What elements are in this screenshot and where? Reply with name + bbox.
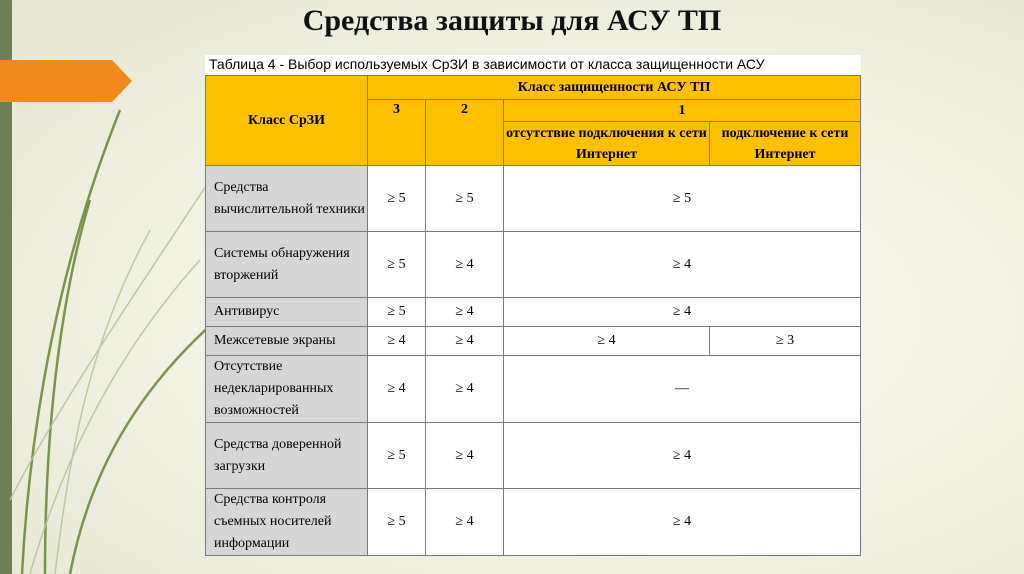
- cell-class-1-internet: ≥ 3: [710, 327, 861, 356]
- class-1-header: 1: [504, 100, 861, 122]
- cell-class-2: ≥ 4: [426, 489, 504, 556]
- cell-class-3: ≥ 5: [368, 232, 426, 298]
- row-name: Средства вычислительной техники: [206, 166, 368, 232]
- slide-title: Средства защиты для АСУ ТП: [302, 4, 722, 37]
- row-name: Средства доверенной загрузки: [206, 423, 368, 489]
- cell-class-3: ≥ 4: [368, 327, 426, 356]
- cell-class-2: ≥ 4: [426, 356, 504, 423]
- cell-class-3: ≥ 5: [368, 489, 426, 556]
- row-name: Средства контроля съемных носителей информации: [206, 489, 368, 556]
- cell-class-2: ≥ 4: [426, 327, 504, 356]
- cell-class-1: ≥ 4: [504, 489, 861, 556]
- row-name: Отсутствие недекларированных возможностей: [206, 356, 368, 423]
- table-row: [206, 298, 861, 327]
- cell-class-2: ≥ 5: [426, 166, 504, 232]
- no-internet-header: отсутствие подключения к сети Интернет: [504, 122, 710, 166]
- row-name: Межсетевые экраны: [206, 327, 368, 356]
- internet-header: подключение к сети Интернет: [710, 122, 861, 166]
- table-caption: Таблица 4 - Выбор используемых СрЗИ в зависимости от класса защищенности АСУ: [205, 55, 861, 75]
- column-group-header: Класс защищенности АСУ ТП: [368, 76, 861, 100]
- orange-arrow-shape: [0, 60, 132, 102]
- cell-class-1: ≥ 4: [504, 232, 861, 298]
- cell-class-1: —: [504, 356, 861, 423]
- cell-class-1-no-internet: ≥ 4: [504, 327, 710, 356]
- cell-class-2: ≥ 4: [426, 232, 504, 298]
- class-2-header: 2: [426, 100, 504, 166]
- table-row: [206, 232, 861, 298]
- table-row: [206, 166, 861, 232]
- row-header-cell: Класс СрЗИ: [206, 76, 368, 166]
- row-name: Антивирус: [206, 298, 368, 327]
- srzi-class-table: [205, 75, 861, 556]
- table-row: [206, 489, 861, 556]
- table-row: [206, 327, 861, 356]
- table-row: [206, 423, 861, 489]
- cell-class-3: ≥ 5: [368, 423, 426, 489]
- cell-class-2: ≥ 4: [426, 423, 504, 489]
- cell-class-1: ≥ 4: [504, 423, 861, 489]
- cell-class-2: ≥ 4: [426, 298, 504, 327]
- class-3-header: 3: [368, 100, 426, 166]
- row-name: Системы обнаружения вторжений: [206, 232, 368, 298]
- cell-class-3: ≥ 5: [368, 298, 426, 327]
- cell-class-3: ≥ 5: [368, 166, 426, 232]
- table-row: [206, 356, 861, 423]
- cell-class-1: ≥ 5: [504, 166, 861, 232]
- cell-class-1: ≥ 4: [504, 298, 861, 327]
- cell-class-3: ≥ 4: [368, 356, 426, 423]
